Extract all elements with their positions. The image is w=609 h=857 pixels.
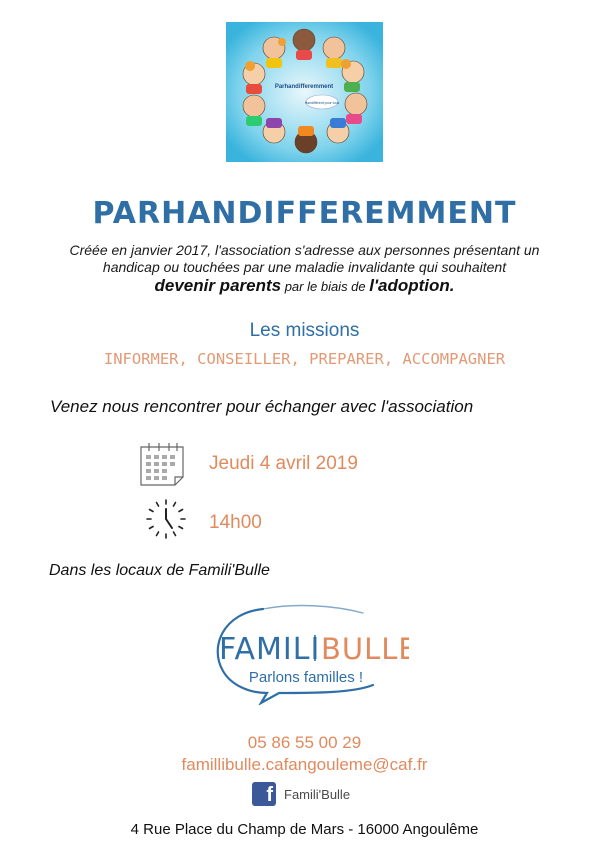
logo-word-famili: FAMILI — [219, 632, 321, 667]
logo-bubble: Handifférent pour tous — [304, 101, 340, 105]
famili-bulle-logo — [203, 597, 409, 705]
logo-caption: Parhandifferemment — [274, 84, 334, 90]
intro-line-1: Créée en janvier 2017, l'association s'adresse aux personnes présentant un — [69, 242, 540, 258]
missions-list: INFORMER, CONSEILLER, PREPARER, ACCOMPAGNER — [103, 350, 506, 368]
page-title: PARHANDIFFEREMMENT — [92, 196, 517, 231]
intro-highlight-adoption: l'adoption. — [369, 276, 455, 295]
event-time: 14h00 — [209, 512, 262, 533]
intro-connector: par le biais de — [281, 279, 370, 294]
intro-highlight-parents: devenir parents — [154, 276, 282, 295]
phone-number: 05 86 55 00 29 — [247, 733, 362, 752]
facebook-link[interactable] — [252, 782, 350, 806]
intro-line-3 — [0, 276, 609, 296]
event-date: Jeudi 4 avril 2019 — [209, 453, 358, 474]
venue-text: Dans les locaux de Famili'Bulle — [49, 562, 270, 579]
facebook-label: Famili'Bulle — [284, 786, 351, 802]
logo-word-bulle: BULLE — [321, 632, 409, 666]
logo-tagline: Parlons familles ! — [248, 669, 364, 686]
calendar-icon — [137, 439, 189, 489]
email-address[interactable]: famillibulle.cafangouleme@caf.fr — [181, 755, 428, 774]
invite-text: Venez nous rencontrer pour échanger avec l'association — [50, 397, 474, 416]
missions-heading: Les missions — [249, 320, 360, 341]
intro-line-2: handicap ou touchées par une maladie invalidante qui souhaitent — [102, 259, 507, 275]
intro-text — [40, 242, 569, 276]
facebook-icon: f — [252, 782, 276, 806]
association-logo — [226, 22, 383, 162]
street-address: 4 Rue Place du Champ de Mars - 16000 Angoulême — [130, 821, 479, 838]
clock-icon — [144, 497, 188, 541]
